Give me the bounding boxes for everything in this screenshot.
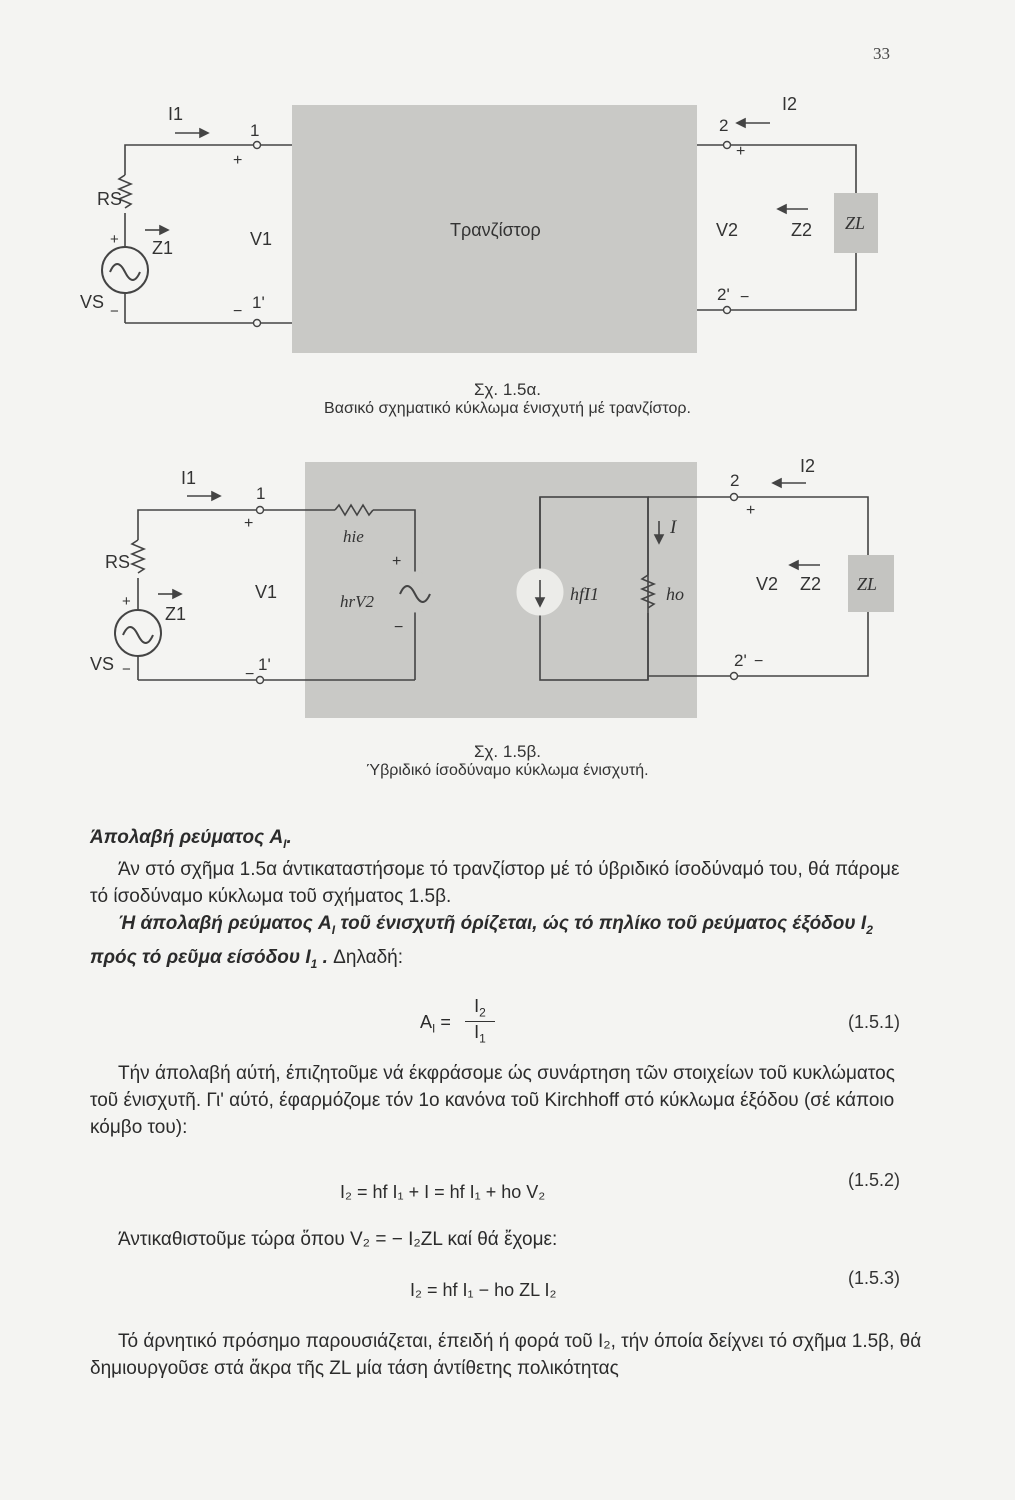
label-hrv2: hrV2 (340, 592, 374, 611)
plus-b-2: + (746, 502, 756, 519)
label-b-i1: I1 (181, 468, 197, 488)
minus-hrv2: − (394, 619, 404, 636)
label-b-v1: V1 (255, 582, 278, 602)
label-b-i2: I2 (800, 456, 816, 476)
caption-number-a: Σχ. 1.5α. (473, 380, 542, 399)
terminal-1p (254, 320, 261, 327)
plus-b-vs: + (122, 593, 131, 610)
terminal-2p (724, 307, 731, 314)
label-b-n2p: 2' (734, 651, 747, 670)
minus-1: − (233, 303, 243, 320)
terminal-b-2p (731, 673, 738, 680)
minus-b-vs: − (122, 661, 131, 678)
caption-text-a: Βασικό σχηματικό κύκλωμα ένισχυτή μέ τρανζίστορ. (324, 400, 691, 417)
label-b-rs: RS (105, 552, 131, 572)
terminal-1 (254, 142, 261, 149)
label-n1: 1 (250, 121, 260, 140)
plus-hrv2: + (392, 553, 402, 570)
label-b-n2: 2 (730, 471, 740, 490)
definition: Ή άπολαβή ρεύματος $A_I$ τοῦ ένισχυτῆ όρίζεται, ώς τό πηλίκο τοῦ ρεύματος έξόδου $I_2$ πρός τό ρεῦμα είσόδου $I_1$ . Δηλαδή: (90, 913, 873, 971)
paragraph-4: Τό άρνητικό πρόσημο παρουσιάζεται, έπειδή ή φορά τοῦ I₂, τήν όποία δείχνει τό σχῆμα 1.5β, θά δημιουργοῦσε στά ἄκρα τῆς ZL μία τάση άντίθετης πολικότητας (90, 1331, 922, 1379)
label-z1: Z1 (152, 238, 174, 258)
label-b-zl: ZL (857, 574, 878, 594)
label-v2: V2 (716, 220, 739, 240)
eq1-fraction: $I_2$ $I_1$ (465, 996, 495, 1045)
label-i1: I1 (168, 104, 184, 124)
label-b-n1p: 1' (258, 655, 271, 674)
equation-2: I₂ = hf I₁ + I = hf I₁ + ho V₂ (340, 1182, 546, 1202)
page-number: 33 (873, 44, 890, 63)
minus-b-2: − (754, 653, 764, 670)
minus-vs: − (110, 303, 119, 320)
section-heading: Άπολαβή ρεύματος $A_I$. (90, 827, 292, 851)
plus-2: + (736, 143, 746, 160)
label-hie: hie (343, 527, 364, 546)
minus-b-1: − (245, 666, 255, 683)
caption-number-b: Σχ. 1.5β. (473, 742, 541, 761)
label-b-z2: Z2 (800, 574, 822, 594)
terminal-b-1 (257, 507, 264, 514)
label-n2: 2 (719, 116, 729, 135)
label-i2: I2 (782, 94, 798, 114)
paragraph-1: Άν στό σχῆμα 1.5α άντικαταστήσομε τό τρανζίστορ μέ τό ύβριδικό ίσοδύναμό του, θά πάρομε τό ίσοδύναμο κύκλωμα τοῦ σχήματος 1.5β. (90, 859, 900, 907)
label-b-v2: V2 (756, 574, 779, 594)
label-hfi1: hfI1 (570, 584, 599, 604)
label-b-n1: 1 (256, 484, 266, 503)
label-b-vs: VS (90, 654, 115, 674)
minus-2: − (740, 289, 750, 306)
label-ho: ho (666, 584, 684, 604)
label-z2: Z2 (791, 220, 813, 240)
label-n2p: 2' (717, 285, 730, 304)
eq-label-1: (1.5.1) (848, 1012, 901, 1032)
plus-vs: + (110, 231, 119, 248)
label-v1: V1 (250, 229, 273, 249)
paragraph-3: Άντικαθιστοῦμε τώρα ὅπου V₂ = − I₂ZL καί θά ἔχομε: (118, 1229, 558, 1250)
equation-1: $A_I$ = (420, 1012, 451, 1036)
label-zl: ZL (845, 213, 866, 233)
terminal-b-2 (731, 494, 738, 501)
label-vs: VS (80, 292, 105, 312)
equation-3: I₂ = hf I₁ − ho ZL I₂ (410, 1280, 557, 1300)
terminal-2 (724, 142, 731, 149)
label-i: I (670, 517, 677, 538)
terminal-b-1p (257, 677, 264, 684)
plus-b-1: + (244, 515, 254, 532)
eq-label-3: (1.5.3) (848, 1268, 901, 1288)
paragraph-2: Τήν άπολαβή αύτή, έπιζητοῦμε νά έκφράσομε ώς συνάρτηση τῶν στοιχείων τοῦ κυκλώματος τοῦ ένισχυτῆ. Γι' αύτό, έφαρμόζομε τόν 1ο κανόνα τοῦ Kirchhoff στό κύκλωμα έξόδου (σέ κάποιο κόμβο του): (90, 1063, 895, 1138)
label-b-z1: Z1 (165, 604, 187, 624)
transistor-label: Τρανζίστορ (450, 220, 541, 240)
eq-label-2: (1.5.2) (848, 1170, 901, 1190)
label-rs: RS (97, 189, 123, 209)
plus-1: + (233, 152, 243, 169)
label-n1p: 1' (252, 293, 265, 312)
caption-text-b: Ύβριδικό ίσοδύναμο κύκλωμα ένισχυτή. (366, 762, 649, 779)
